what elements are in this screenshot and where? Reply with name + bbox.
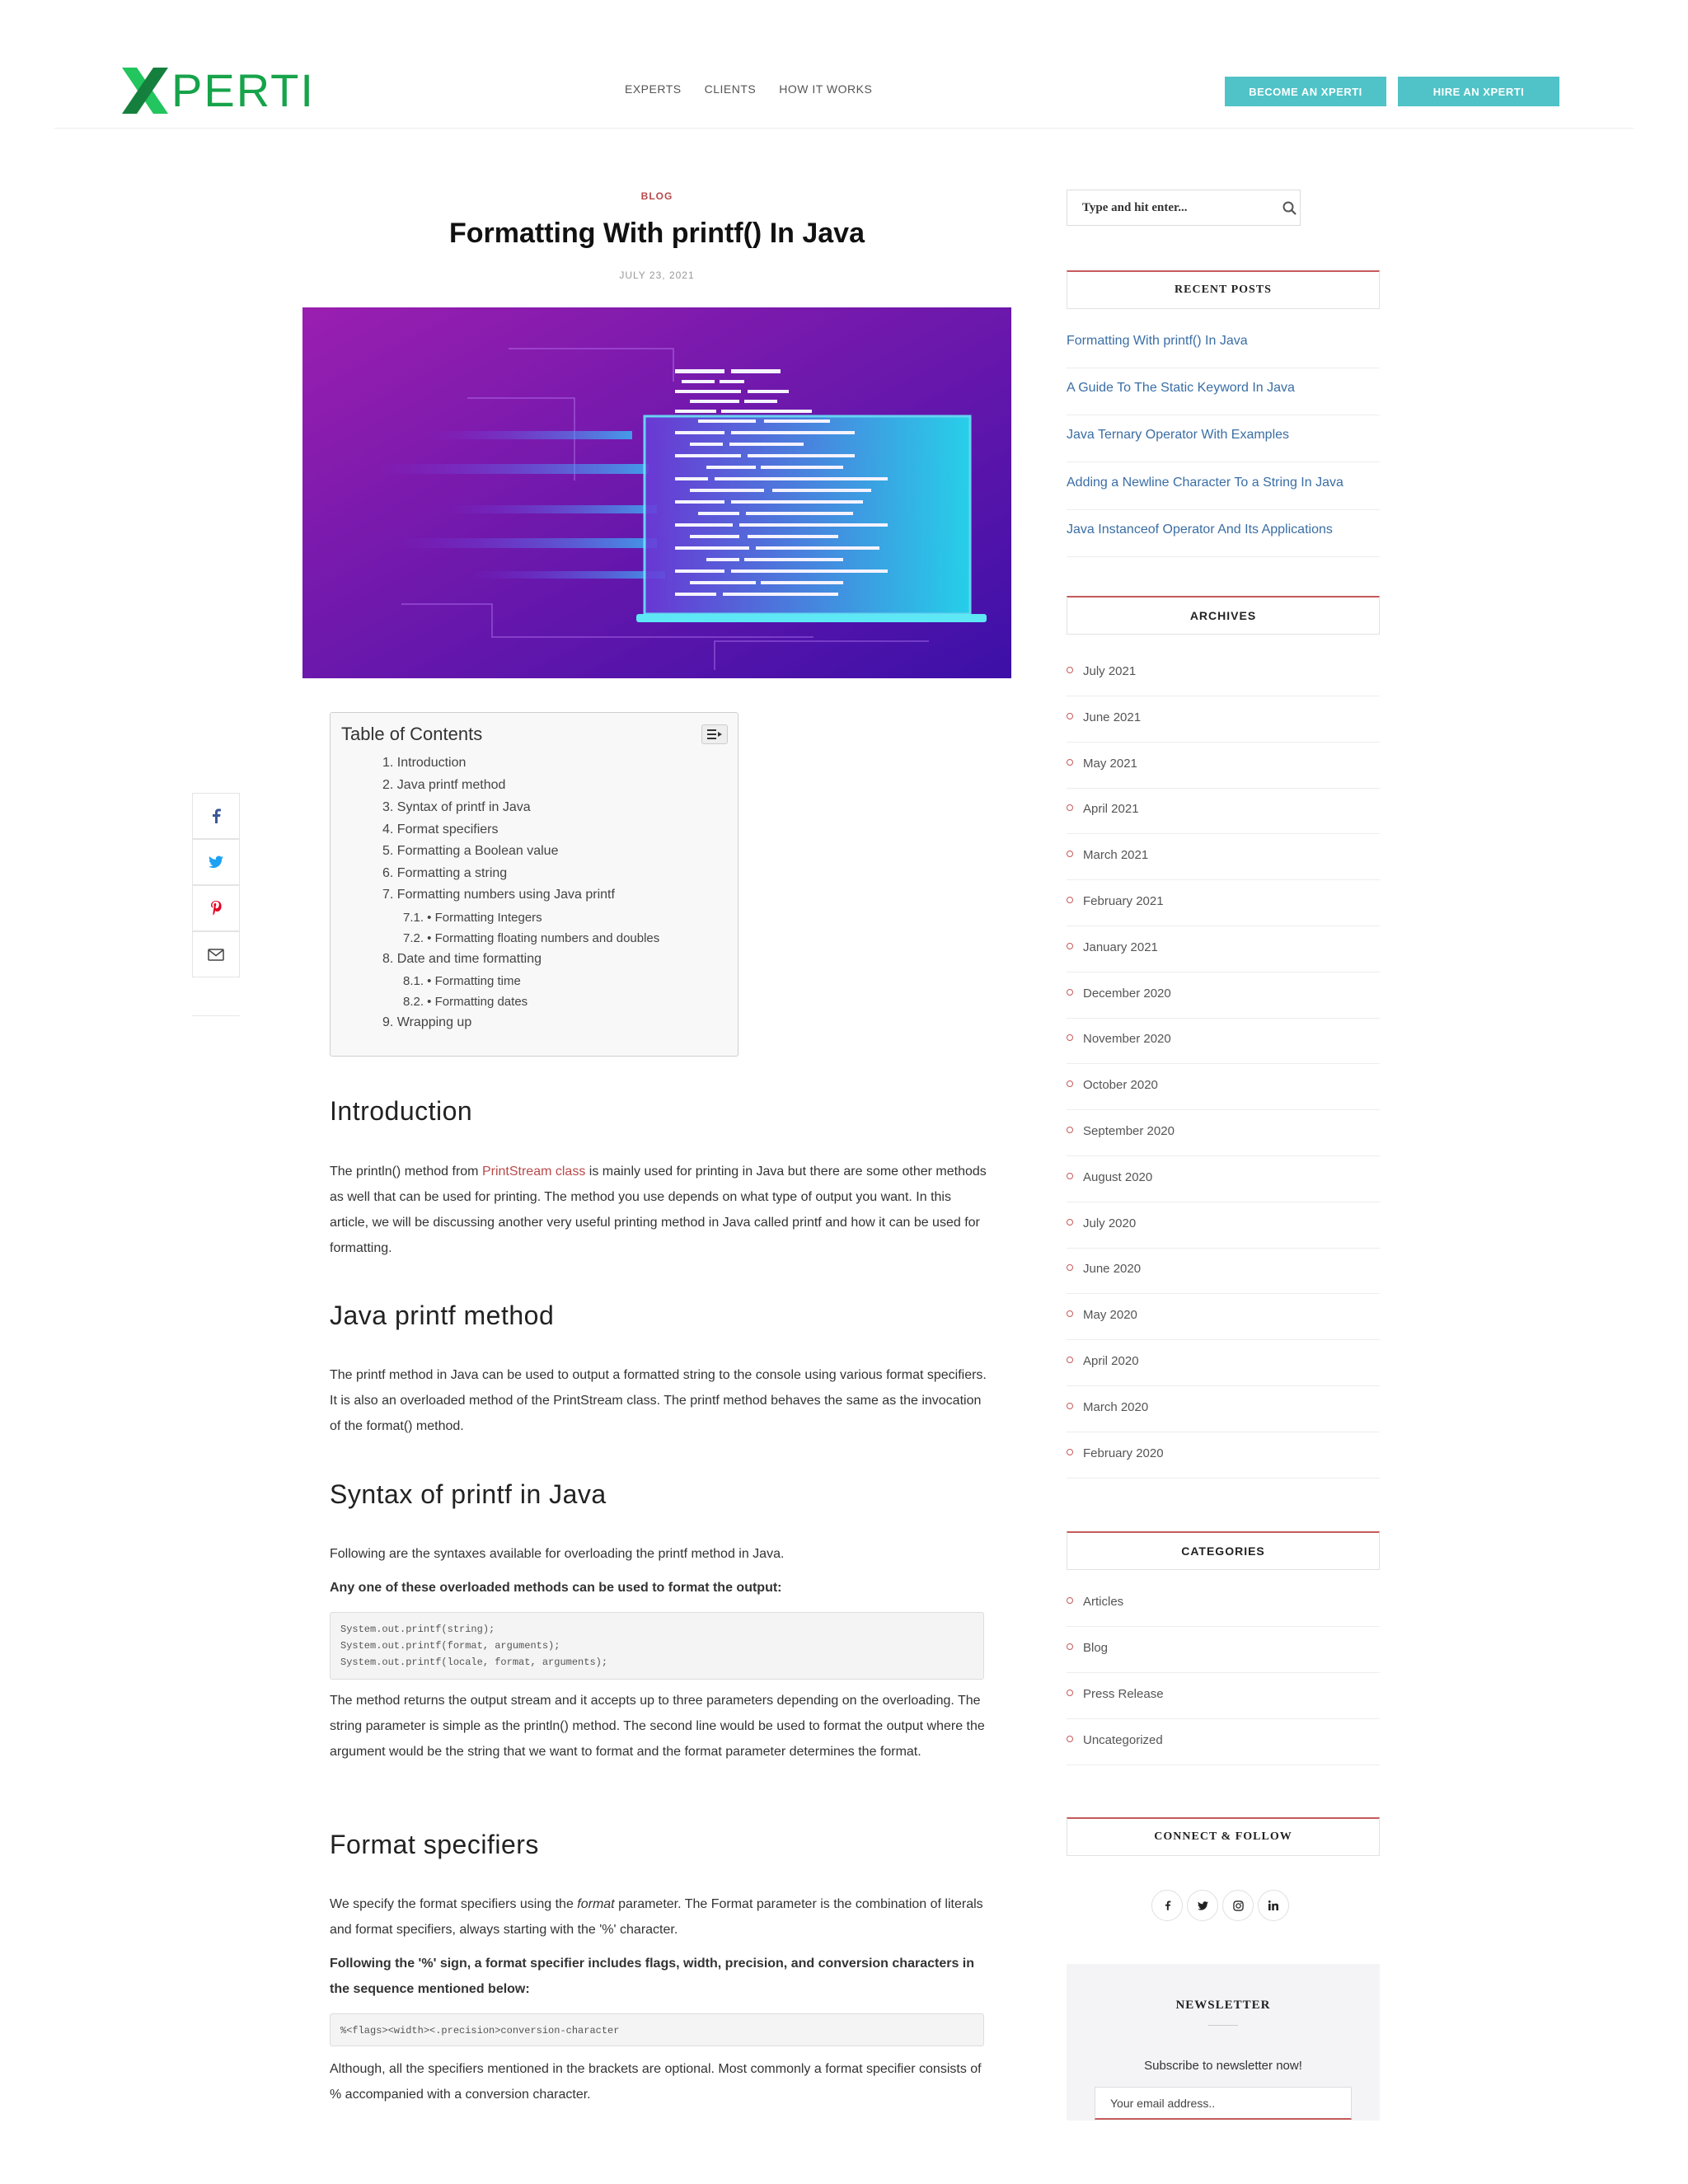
format-text-b: parameter. The Format parameter is the combination of literals and format specifiers, always starting with the '%' character.: [330, 1897, 983, 1937]
toc-title: Table of Contents: [341, 724, 483, 744]
toc-item[interactable]: 8. Date and time formatting: [382, 952, 542, 966]
logo[interactable]: [122, 66, 315, 115]
bullet-icon: [1067, 1127, 1073, 1133]
archives-title: ARCHIVES: [1067, 596, 1380, 635]
table-of-contents: [330, 712, 738, 1057]
archive-label: July 2020: [1083, 1216, 1137, 1230]
hero-image: [302, 307, 1011, 678]
search-icon[interactable]: [1282, 200, 1298, 217]
syntax-bold-paragraph: Any one of these overloaded methods can be used to format the output:: [330, 1581, 782, 1595]
toc-item[interactable]: 5. Formatting a Boolean value: [382, 844, 559, 858]
archive-link[interactable]: [1067, 940, 1380, 954]
divider: [1067, 556, 1380, 557]
newsletter-subtitle: Subscribe to newsletter now!: [1144, 2059, 1302, 2073]
archive-label: June 2020: [1083, 1262, 1142, 1277]
category-label: Press Release: [1083, 1687, 1164, 1701]
archive-link[interactable]: [1067, 894, 1380, 908]
bullet-icon: [1067, 1643, 1073, 1650]
toc-item[interactable]: 4. Format specifiers: [382, 823, 499, 837]
format-paragraph: [330, 1891, 989, 1943]
bullet-icon: [1067, 1264, 1073, 1271]
archive-label: February 2020: [1083, 1446, 1164, 1460]
bullet-icon: [1067, 1597, 1073, 1604]
archive-label: June 2021: [1083, 710, 1142, 724]
category-link[interactable]: [1067, 1595, 1380, 1609]
syntax-explanation-paragraph: The method returns the output stream and it accepts up to three parameters depending on the overloading. The string parameter is simple as the println() method. The second line would be used to format the output where the argument would be the string that we want to format and the format parameter determines the format.: [330, 1694, 985, 1759]
share-email-button[interactable]: [192, 931, 240, 977]
bullet-icon: [1067, 1034, 1073, 1041]
divider: [1067, 1718, 1380, 1719]
heading-syntax: Syntax of printf in Java: [330, 1479, 607, 1509]
instagram-icon: [1233, 1900, 1244, 1911]
printf-paragraph: The printf method in Java can be used to output a formatted string to the console using various format specifiers. It is also an overloaded method of the PrintStream class. The printf method behaves the same as the invocation of the format() method.: [330, 1368, 987, 1433]
archive-link[interactable]: [1067, 1032, 1380, 1046]
recent-post-link[interactable]: A Guide To The Static Keyword In Java: [1067, 381, 1295, 395]
bullet-icon: [1067, 667, 1073, 673]
bullet-icon: [1067, 897, 1073, 903]
bullet-icon: [1067, 1219, 1073, 1226]
nav-experts[interactable]: EXPERTS: [625, 82, 682, 96]
archive-link[interactable]: [1067, 1124, 1380, 1138]
divider: [1067, 833, 1380, 834]
category-link[interactable]: [1067, 1687, 1380, 1701]
newsletter-divider: [1208, 2025, 1238, 2026]
divider: [1067, 879, 1380, 880]
archive-label: August 2020: [1083, 1169, 1153, 1184]
toc-item[interactable]: 8.2. • Formatting dates: [403, 995, 528, 1009]
archive-label: February 2021: [1083, 894, 1164, 908]
archive-label: May 2020: [1083, 1308, 1137, 1323]
newsletter-title: NEWSLETTER: [1175, 1999, 1271, 2012]
facebook-icon: [210, 808, 222, 823]
category-label: Uncategorized: [1083, 1733, 1163, 1747]
archive-label: July 2021: [1083, 664, 1137, 678]
category-label: Blog: [1083, 1641, 1109, 1655]
archive-label: May 2021: [1083, 756, 1137, 771]
archive-label: April 2021: [1083, 802, 1139, 817]
share-pinterest-button[interactable]: [192, 885, 240, 931]
social-instagram-button[interactable]: [1222, 1890, 1254, 1921]
share-facebook-button[interactable]: [192, 793, 240, 839]
toc-item[interactable]: 1. Introduction: [382, 756, 467, 770]
divider: [1067, 1626, 1380, 1627]
archive-link[interactable]: [1067, 664, 1380, 678]
archive-link[interactable]: [1067, 1400, 1380, 1414]
newsletter-widget: [1067, 1964, 1380, 2121]
printstream-link[interactable]: PrintStream class: [481, 1165, 586, 1179]
recent-posts-title: RECENT POSTS: [1067, 270, 1380, 309]
recent-post-link[interactable]: Adding a Newline Character To a String In Java: [1067, 476, 1343, 490]
bullet-icon: [1067, 1690, 1073, 1696]
toc-item[interactable]: 2. Java printf method: [382, 778, 506, 792]
category-label: Articles: [1083, 1595, 1124, 1609]
twitter-icon: [1198, 1901, 1208, 1910]
nav-clients[interactable]: CLIENTS: [704, 82, 757, 96]
archive-label: January 2021: [1083, 940, 1158, 954]
category-link[interactable]: [1067, 1641, 1380, 1655]
archive-link[interactable]: [1067, 1446, 1380, 1460]
intro-text-b: is mainly used for printing in Java but there are some other methods as well that can be used for printing. The method you use depends on what type of output you want. In this article, we will be discussing another very useful printing method in Java called printf and how it can be used for formatting.: [330, 1165, 987, 1255]
divider: [1067, 1672, 1380, 1673]
post-date: JULY 23, 2021: [619, 269, 695, 281]
toc-item[interactable]: 7.1. • Formatting Integers: [403, 911, 542, 925]
archive-label: December 2020: [1083, 986, 1171, 1001]
toc-toggle-button[interactable]: [701, 724, 728, 744]
divider: [1067, 1339, 1380, 1340]
divider: [1067, 1248, 1380, 1249]
category-kicker[interactable]: BLOG: [640, 190, 673, 202]
bullet-icon: [1067, 989, 1073, 996]
share-twitter-button[interactable]: [192, 839, 240, 885]
bullet-icon: [1067, 1403, 1073, 1409]
archive-link[interactable]: [1067, 757, 1380, 771]
main-nav: [625, 82, 872, 96]
format-code-block: %<flags><width><.precision>conversion-character: [330, 2013, 984, 2046]
become-xperti-button[interactable]: BECOME AN XPERTI: [1225, 77, 1386, 106]
format-closing-paragraph: Although, all the specifiers mentioned in the brackets are optional. Most commonly a format specifier consists of % accompanied with a conversion character.: [330, 2062, 982, 2102]
archive-label: November 2020: [1083, 1032, 1171, 1047]
archive-link[interactable]: [1067, 802, 1380, 816]
page-title: Formatting With printf() In Java: [448, 218, 865, 249]
toc-item[interactable]: 7.2. • Formatting floating numbers and doubles: [403, 931, 660, 945]
archive-link[interactable]: [1067, 1216, 1380, 1230]
intro-text-a: The println() method from: [330, 1165, 482, 1179]
format-italic: format: [577, 1897, 615, 1911]
divider: [1067, 1385, 1380, 1386]
archive-label: March 2021: [1083, 848, 1149, 863]
nav-how-it-works[interactable]: HOW IT WORKS: [779, 82, 873, 96]
recent-post-link[interactable]: Java Instanceof Operator And Its Applications: [1067, 523, 1333, 537]
logo-x-icon: [122, 68, 168, 114]
bullet-icon: [1067, 1080, 1073, 1087]
connect-follow-title: CONNECT & FOLLOW: [1067, 1817, 1380, 1856]
divider: [1067, 509, 1380, 510]
archive-label: September 2020: [1083, 1124, 1175, 1138]
site-header: [0, 0, 1688, 130]
archive-label: October 2020: [1083, 1078, 1158, 1093]
bullet-icon: [1067, 1173, 1073, 1179]
archive-link[interactable]: [1067, 1170, 1380, 1184]
archive-link[interactable]: [1067, 1262, 1380, 1276]
divider: [1067, 1155, 1380, 1156]
archive-link[interactable]: [1067, 848, 1380, 862]
recent-post-link[interactable]: Java Ternary Operator With Examples: [1067, 428, 1290, 442]
linkedin-icon: [1268, 1900, 1278, 1910]
toc-item[interactable]: 3. Syntax of printf in Java: [382, 800, 531, 814]
share-divider: [192, 1015, 240, 1016]
syntax-paragraph: Following are the syntaxes available for overloading the printf method in Java.: [330, 1547, 785, 1561]
social-twitter-button[interactable]: [1187, 1890, 1218, 1921]
format-text-a: We specify the format specifiers using the: [330, 1897, 578, 1911]
toc-item[interactable]: 9. Wrapping up: [382, 1015, 472, 1029]
categories-title: CATEGORIES: [1067, 1531, 1380, 1570]
search-input[interactable]: [1067, 190, 1265, 225]
divider: [1067, 1478, 1380, 1479]
envelope-icon: [208, 949, 224, 961]
divider: [1067, 742, 1380, 743]
toc-item[interactable]: 7. Formatting numbers using Java printf: [382, 888, 615, 902]
bullet-icon: [1067, 1736, 1073, 1742]
list-toggle-icon: [707, 729, 722, 740]
recent-post-link[interactable]: Formatting With printf() In Java: [1067, 334, 1248, 348]
divider: [1067, 1063, 1380, 1064]
heading-java-printf: Java printf method: [330, 1301, 555, 1330]
pinterest-icon: [210, 901, 222, 916]
intro-paragraph: [330, 1159, 989, 1261]
format-bold-paragraph: Following the '%' sign, a format specifier includes flags, width, precision, and conversion characters in the sequence mentioned below:: [330, 1957, 974, 1996]
archive-link[interactable]: [1067, 987, 1380, 1001]
bullet-icon: [1067, 759, 1073, 766]
toc-item[interactable]: 6. Formatting a string: [382, 866, 508, 880]
facebook-icon: [1164, 1900, 1171, 1911]
archive-link[interactable]: [1067, 1308, 1380, 1322]
category-link[interactable]: [1067, 1733, 1380, 1747]
archive-link[interactable]: [1067, 1354, 1380, 1368]
archive-link[interactable]: [1067, 710, 1380, 724]
divider: [1067, 1109, 1380, 1110]
bullet-icon: [1067, 851, 1073, 857]
newsletter-email-input[interactable]: [1095, 2087, 1352, 2120]
social-facebook-button[interactable]: [1151, 1890, 1183, 1921]
header-divider: [54, 128, 1634, 129]
bullet-icon: [1067, 804, 1073, 811]
archive-label: April 2020: [1083, 1354, 1139, 1368]
archive-label: March 2020: [1083, 1399, 1149, 1414]
bullet-icon: [1067, 943, 1073, 949]
bullet-icon: [1067, 713, 1073, 719]
heading-introduction: Introduction: [330, 1096, 473, 1126]
twitter-icon: [209, 855, 223, 869]
divider: [1067, 788, 1380, 789]
social-linkedin-button[interactable]: [1258, 1890, 1289, 1921]
divider: [1067, 1018, 1380, 1019]
divider: [1067, 1293, 1380, 1294]
logo-text: PERTI: [171, 64, 315, 116]
hire-xperti-button[interactable]: HIRE AN XPERTI: [1398, 77, 1559, 106]
archive-link[interactable]: [1067, 1078, 1380, 1092]
search-box: [1067, 190, 1301, 226]
toc-item[interactable]: 8.1. • Formatting time: [403, 974, 521, 988]
bullet-icon: [1067, 1449, 1073, 1455]
bullet-icon: [1067, 1357, 1073, 1363]
heading-format-specifiers: Format specifiers: [330, 1830, 539, 1859]
bullet-icon: [1067, 1310, 1073, 1317]
syntax-code-block: System.out.printf(string); System.out.printf(format, arguments); System.out.printf(locale, format, arguments);: [330, 1612, 984, 1680]
